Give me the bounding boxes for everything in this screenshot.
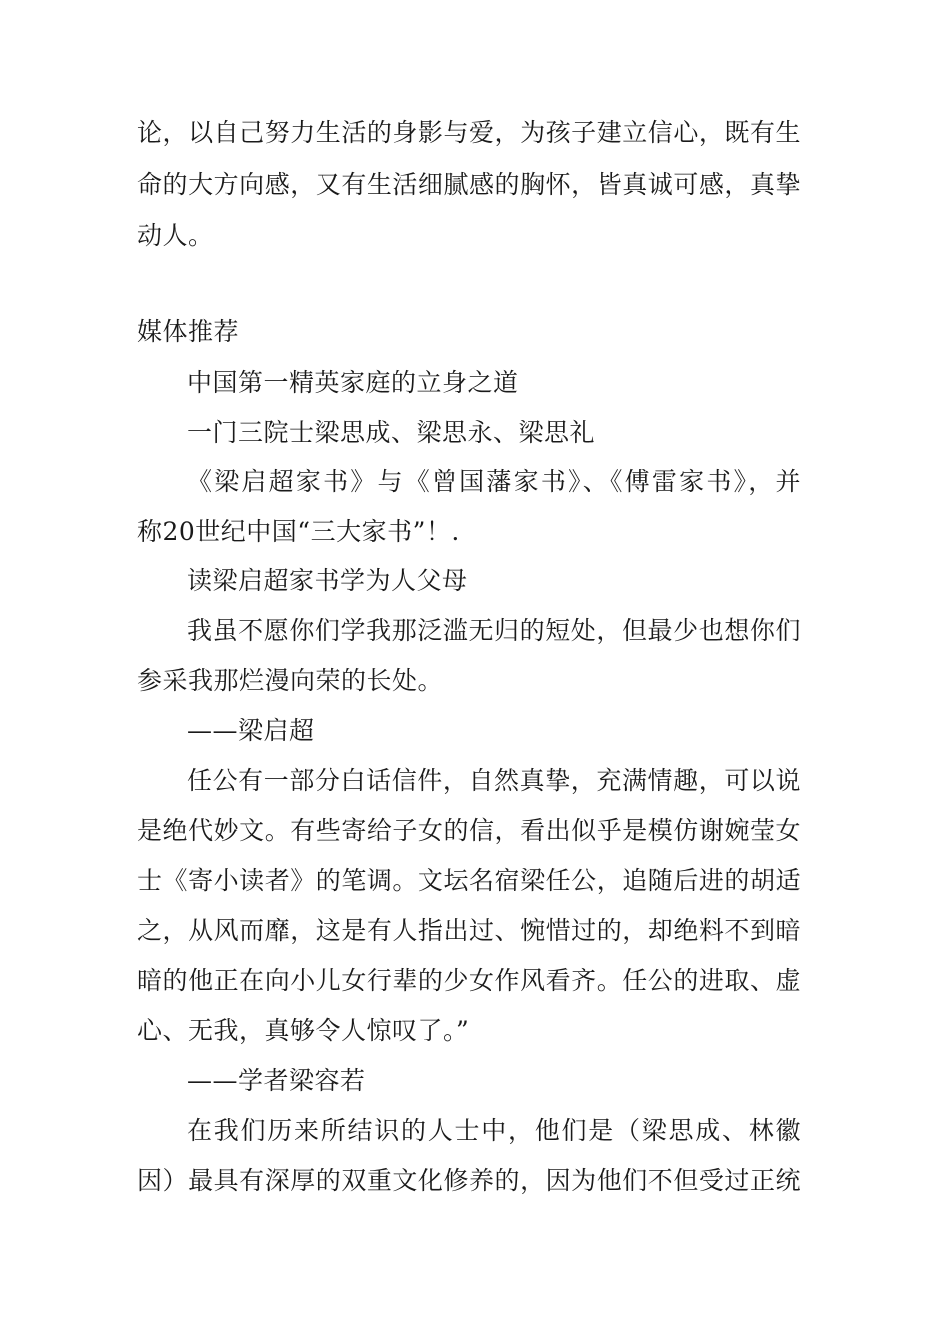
paragraph-line: 暗的他正在向小儿女行辈的少女作风看齐。任公的进取、虚 [137,966,801,995]
paragraph-line: 士《寄小读者》的笔调。文坛名宿梁任公，追随后进的胡适 [137,866,801,895]
paragraph-line: 动人。 [137,221,214,250]
paragraph-line: 论，以自己努力生活的身影与爱，为孩子建立信心，既有生 [137,118,801,147]
paragraph-line: 称20世纪中国“三大家书”！. [137,517,460,546]
paragraph-line: 《梁启超家书》与《曾国藩家书》、《傅雷家书》，并 [187,467,801,496]
section-heading: 媒体推荐 [137,317,240,346]
paragraph-line: 任公有一部分白话信件，自然真挚，充满情趣，可以说 [187,766,801,795]
paragraph-line: 我虽不愿你们学我那泛滥无归的短处，但最少也想你们 [187,616,801,645]
paragraph-line: 在我们历来所结识的人士中，他们是（梁思成、林徽 [187,1116,801,1145]
paragraph-line: 之，从风而靡，这是有人指出过、惋惜过的，却绝料不到暗 [137,916,801,945]
paragraph-line: 心、无我，真够令人惊叹了。” [137,1016,470,1045]
paragraph-line: 是绝代妙文。有些寄给子女的信，看出似乎是模仿谢婉莹女 [137,816,801,845]
paragraph-line: 一门三院士梁思成、梁思永、梁思礼 [187,418,596,447]
paragraph-line: 中国第一精英家庭的立身之道 [187,368,519,397]
paragraph-line: 读梁启超家书学为人父母 [187,566,468,595]
paragraph-line: 参采我那烂漫向荣的长处。 [137,666,444,695]
attribution-line: ——梁启超 [187,716,315,745]
attribution-line: ——学者梁容若 [187,1066,366,1095]
paragraph-line: 因）最具有深厚的双重文化修养的，因为他们不但受过正统 [137,1166,801,1195]
paragraph-line: 命的大方向感，又有生活细腻感的胸怀，皆真诚可感，真挚 [137,170,801,199]
